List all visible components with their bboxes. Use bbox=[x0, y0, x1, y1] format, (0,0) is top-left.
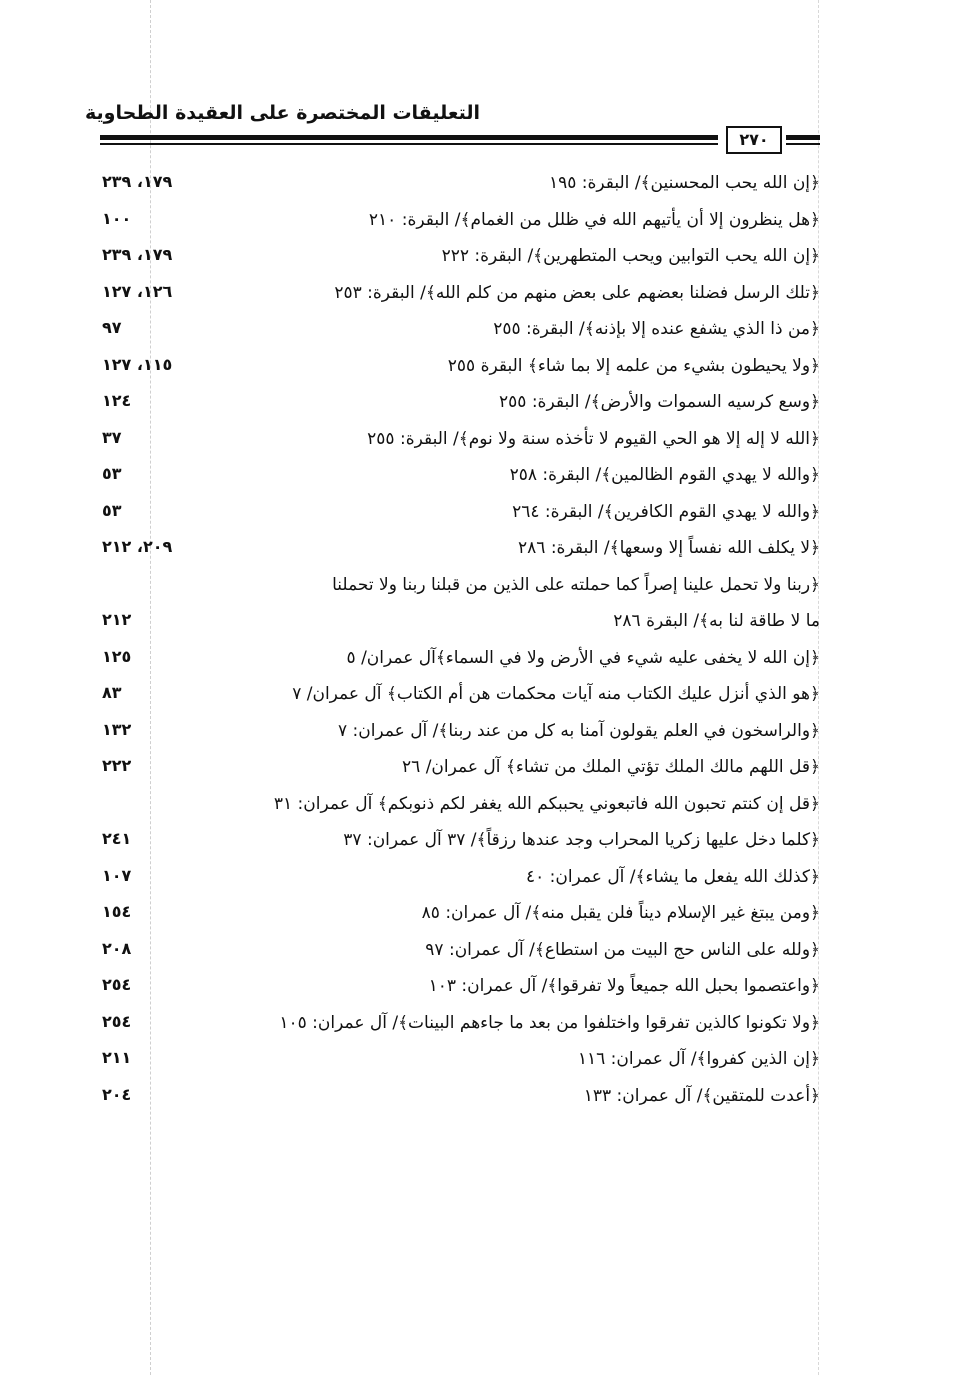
index-entry bbox=[100, 424, 820, 461]
index-entry bbox=[100, 1044, 820, 1081]
verse-text: ﴿وسع كرسيه السموات والأرض﴾/ البقرة: ٢٥٥ bbox=[499, 392, 820, 412]
page-references: ٣٧ bbox=[102, 427, 122, 447]
verse-text: ﴿تلك الرسل فضلنا بعضهم على بعض منهم من كلم الله﴾/ البقرة: ٢٥٣ bbox=[334, 282, 820, 303]
verse-text: ﴿أعدت للمتقين﴾/ آل عمران: ١٣٣ bbox=[583, 1085, 820, 1106]
header-rule-stub-thin bbox=[786, 143, 820, 145]
verse-text: ﴿ولا تكونوا كالذين تفرقوا واختلفوا من بعد ما جاءهم البينات﴾/ آل عمران: ١٠٥ bbox=[279, 1012, 820, 1033]
header-rule-thin bbox=[100, 143, 718, 145]
index-entry bbox=[100, 716, 820, 753]
index-entry bbox=[100, 679, 820, 716]
page-references: ٥٣ bbox=[102, 500, 122, 520]
index-entry bbox=[100, 862, 820, 899]
page-references: ٢١٢ bbox=[102, 610, 132, 629]
index-entry bbox=[100, 387, 820, 424]
page-references: ٢٠٩، ٢١٢ bbox=[102, 537, 173, 556]
verse-text: ﴿إن الله يحب المحسنين﴾/ البقرة: ١٩٥ bbox=[548, 173, 820, 193]
page-references: ١٥٤ bbox=[102, 902, 132, 921]
page-references: ١٧٩، ٢٣٩ bbox=[102, 172, 173, 191]
index-entry bbox=[100, 752, 820, 789]
header-rule-stub-thick bbox=[786, 135, 820, 140]
index-entry bbox=[100, 460, 820, 497]
page-references: ١٢٥ bbox=[102, 646, 132, 666]
page-references: ١٢٤ bbox=[102, 391, 132, 410]
index-entry bbox=[100, 278, 820, 315]
page-references: ٩٧ bbox=[102, 318, 122, 337]
page-references: ٢٤١ bbox=[102, 829, 132, 848]
verse-text: ﴿إن الذين كفروا﴾/ آل عمران: ١١٦ bbox=[577, 1049, 820, 1069]
verse-text: ﴿الله لا إله إلا هو الحي القيوم لا تأخذه سنة ولا نوم﴾/ البقرة: ٢٥٥ bbox=[367, 428, 820, 449]
page-references: ٢٢٢ bbox=[102, 756, 132, 775]
verse-text: ﴿هل ينظرون إلا أن يأتيهم الله في ظلل من الغمام﴾/ البقرة: ٢١٠ bbox=[368, 209, 820, 230]
verse-text: ﴿قل اللهم مالك الملك تؤتي الملك من تشاء﴾ آل عمران/ ٢٦ bbox=[402, 757, 820, 777]
index-entry bbox=[100, 935, 820, 972]
page-references: ١٧٩، ٢٣٩ bbox=[102, 245, 173, 264]
index-entry bbox=[100, 643, 820, 680]
verse-text: ﴿كلما دخل عليها زكريا المحراب وجد عندها رزقاً﴾/ ٣٧ آل عمران: ٣٧ bbox=[343, 830, 820, 850]
page-references: ١٠٠ bbox=[102, 208, 132, 228]
page-references: ٢٥٤ bbox=[102, 975, 132, 994]
page-references: ٢٥٤ bbox=[102, 1011, 132, 1031]
verse-text: ﴿هو الذي أنزل عليك الكتاب منه آيات محكمات هن أم الكتاب﴾ آل عمران/ ٧ bbox=[292, 684, 820, 704]
verse-text: ﴿من ذا الذي يشفع عنده إلا بإذنه﴾/ البقرة: ٢٥٥ bbox=[493, 319, 820, 339]
index-entry bbox=[100, 789, 820, 826]
header-rule-thick bbox=[100, 135, 718, 140]
index-entry bbox=[100, 314, 820, 351]
index-entry bbox=[100, 241, 820, 278]
verse-text: ﴿والراسخون في العلم يقولون آمنا به كل من عند ربنا﴾/ آل عمران: ٧ bbox=[337, 720, 820, 741]
index-entry bbox=[100, 1008, 820, 1045]
verse-text: ﴿كذلك الله يفعل ما يشاء﴾/ آل عمران: ٤٠ bbox=[525, 866, 820, 887]
verse-text: ما لا طاقة لنا به﴾/ البقرة ٢٨٦ bbox=[613, 611, 820, 631]
index-entry bbox=[100, 570, 820, 607]
page-references: ٥٣ bbox=[102, 464, 122, 483]
index-entry bbox=[100, 168, 820, 205]
verse-text: ﴿ولله على الناس حج البيت من استطاع﴾/ آل عمران: ٩٧ bbox=[425, 939, 820, 960]
page-references: ٢٠٤ bbox=[102, 1084, 132, 1104]
verse-text: ﴿قل إن كنتم تحبون الله فاتبعوني يحببكم الله يغفر لكم ذنوبكم﴾ آل عمران: ٣١ bbox=[273, 793, 820, 814]
verse-text: ﴿لا يكلف الله نفساً إلا وسعها﴾/ البقرة: ٢٨٦ bbox=[518, 538, 820, 558]
verse-text: ﴿إن الله لا يخفى عليه شيء في الأرض ولا في السماء﴾آل عمران/ ٥ bbox=[346, 647, 820, 668]
index-entry bbox=[100, 825, 820, 862]
running-title: التعليقات المختصرة على العقيدة الطحاوية bbox=[85, 102, 480, 124]
index-entry bbox=[100, 898, 820, 935]
index-entry bbox=[100, 205, 820, 242]
page-references: ١٣٢ bbox=[102, 719, 132, 739]
page-references: ١١٥، ١٢٧ bbox=[102, 354, 173, 374]
verse-text: ﴿واعتصموا بحبل الله جميعاً ولا تفرقوا﴾/ آل عمران: ١٠٣ bbox=[428, 976, 820, 996]
index-entry bbox=[100, 497, 820, 534]
index-entry bbox=[100, 606, 820, 643]
page-references: ١٢٦، ١٢٧ bbox=[102, 281, 173, 301]
page-references: ٢١١ bbox=[102, 1048, 132, 1067]
verse-text: ﴿إن الله يحب التوابين ويحب المتطهرين﴾/ البقرة: ٢٢٢ bbox=[441, 246, 820, 266]
verse-text: ﴿ومن يبتغ غير الإسلام ديناً فلن يقبل منه﴾/ آل عمران: ٨٥ bbox=[421, 903, 820, 923]
verse-text: ﴿ربنا ولا تحمل علينا إصراً كما حملته على الذين من قبلنا ربنا ولا تحملنا bbox=[332, 574, 820, 595]
verse-text: ﴿والله لا يهدي القوم الكافرين﴾/ البقرة: ٢٦٤ bbox=[512, 501, 820, 522]
page-references: ٨٣ bbox=[102, 683, 122, 702]
page-number: ٢٧٠ bbox=[726, 126, 782, 154]
index-entry bbox=[100, 971, 820, 1008]
index-entry bbox=[100, 533, 820, 570]
page-references: ٢٠٨ bbox=[102, 938, 132, 958]
page-references: ١٠٧ bbox=[102, 865, 132, 885]
index-entry bbox=[100, 351, 820, 388]
verse-text: ﴿والله لا يهدي القوم الظالمين﴾/ البقرة: ٢٥٨ bbox=[509, 465, 820, 485]
verse-index bbox=[100, 168, 820, 1117]
page-header bbox=[85, 100, 820, 160]
verse-text: ﴿ولا يحيطون بشيء من علمه إلا بما شاء﴾ البقرة ٢٥٥ bbox=[447, 355, 820, 376]
index-entry bbox=[100, 1081, 820, 1118]
